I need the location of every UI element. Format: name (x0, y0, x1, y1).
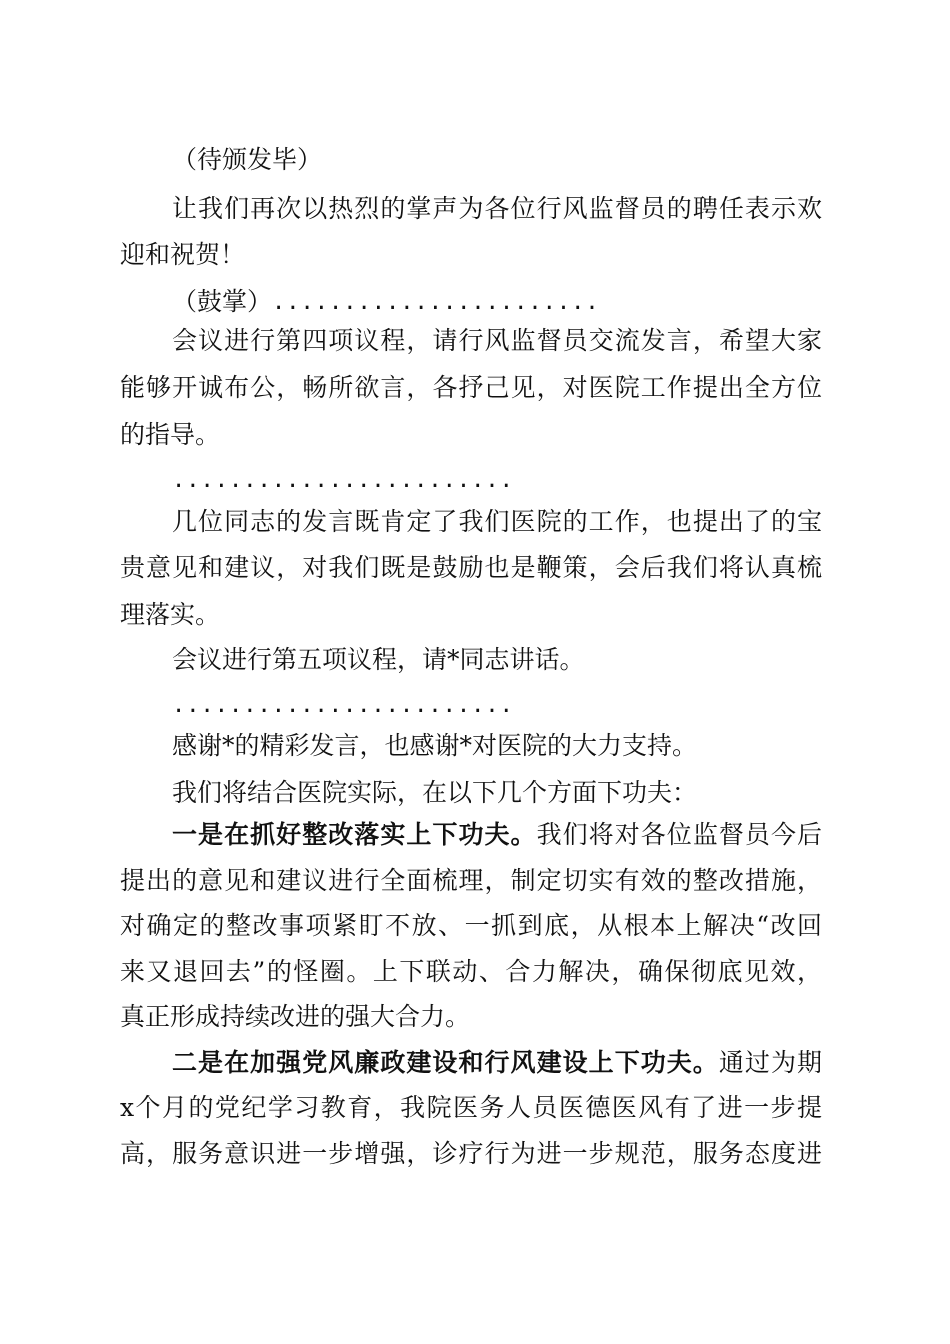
paragraph-point-one-line-3: 对确定的整改事项紧盯不放、一抓到底，从根本上解决“改回 (120, 911, 822, 940)
point-two-line-1-rest: 通过为期 (718, 1048, 822, 1077)
paragraph-point-two-line-2: x个月的党纪学习教育，我院医务人员医德医风有了进一步提 (120, 1093, 822, 1122)
ellipsis-dots-2: ........................ (172, 693, 514, 718)
paragraph-agenda-four-line-2: 能够开诚布公，畅所欲言，各抒己见，对医院工作提出全方位 (120, 373, 822, 402)
paragraph-thanks: 感谢*的精彩发言，也感谢*对医院的大力支持。 (172, 731, 698, 760)
ellipsis-dots-clapping: ....................... (272, 290, 600, 315)
paragraph-agenda-five: 会议进行第五项议程，请*同志讲话。 (172, 645, 585, 674)
paragraph-remarks-line-2: 贵意见和建议，对我们既是鼓励也是鞭策，会后我们将认真梳 (120, 553, 822, 582)
paragraph-point-one-line-4: 来又退回去”的怪圈。上下联动、合力解决，确保彻底见效， (120, 957, 822, 986)
point-one-heading: 一是在抓好整改落实上下功夫。 (172, 820, 537, 849)
paragraph-remarks-line-1: 几位同志的发言既肯定了我们医院的工作，也提出了的宝 (172, 507, 822, 536)
paragraph-aspects-intro: 我们将结合医院实际，在以下几个方面下功夫： (172, 778, 698, 807)
paragraph-point-one-line-1 (172, 820, 822, 850)
point-one-line-1-rest: 我们将对各位监督员今后 (536, 820, 822, 849)
paragraph-applause-line-1: 让我们再次以热烈的掌声为各位行风监督员的聘任表示欢 (172, 194, 822, 223)
point-two-heading: 二是在加强党风廉政建设和行风建设上下功夫。 (172, 1048, 719, 1077)
paragraph-agenda-four-line-3: 的指导。 (120, 420, 221, 449)
paragraph-agenda-four-line-1: 会议进行第四项议程，请行风监督员交流发言，希望大家 (172, 326, 822, 355)
paragraph-point-one-line-2: 提出的意见和建议进行全面梳理，制定切实有效的整改措施， (120, 866, 822, 895)
ellipsis-dots-1: ........................ (172, 468, 514, 493)
paragraph-clapping-label: （鼓掌） (172, 287, 273, 316)
paragraph-point-one-line-5: 真正形成持续改进的强大合力。 (120, 1002, 471, 1031)
paragraph-applause-line-2: 迎和祝贺！ (120, 240, 246, 269)
paragraph-point-two-line-1 (172, 1048, 822, 1078)
paragraph-point-two-line-3: 高，服务意识进一步增强，诊疗行为进一步规范，服务态度进 (120, 1139, 822, 1168)
paragraph-pending-award: （待颁发毕） (172, 145, 323, 174)
paragraph-remarks-line-3: 理落实。 (120, 600, 221, 629)
